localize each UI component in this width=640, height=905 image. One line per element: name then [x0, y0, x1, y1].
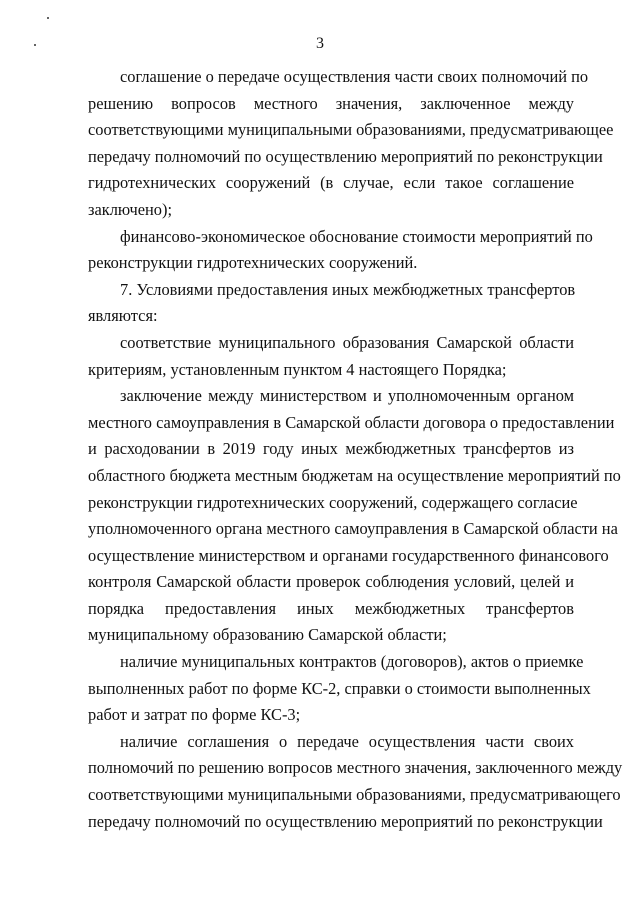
text-line: соответствующими муниципальными образованиями, предусматривающее — [88, 120, 614, 140]
text-line: соответствие муниципального образования Самарской области — [120, 332, 574, 352]
text-line: реконструкции гидротехнических сооружений, содержащего согласие — [88, 492, 578, 512]
paragraph — [88, 224, 593, 277]
paragraph — [88, 330, 574, 383]
text-line: 7. Условиями предоставления иных межбюджетных трансфертов — [120, 279, 576, 299]
text-line: контроля Самарской области проверок соблюдения условий, целей и — [88, 572, 574, 592]
text-line: реконструкции гидротехнических сооружений. — [88, 253, 418, 273]
paragraph — [88, 277, 574, 330]
text-line: полномочий по решению вопросов местного значения, заключенного между — [88, 758, 623, 778]
text-line: уполномоченного органа местного самоуправления в Самарской области на — [88, 519, 618, 539]
text-line: соответствующими муниципальными образованиями, предусматривающего — [88, 785, 621, 805]
text-line: и расходовании в 2019 году иных межбюджетных трансфертов из — [88, 439, 574, 459]
text-line: осуществление министерством и органами государственного финансового — [88, 545, 609, 565]
text-line: выполненных работ по форме КС-2, справки о стоимости выполненных — [88, 678, 591, 698]
text-line: работ и затрат по форме КС-3; — [88, 705, 301, 725]
text-line: муниципальному образованию Самарской области; — [88, 625, 447, 645]
text-line: местного самоуправления в Самарской области договора о предоставлении — [88, 412, 615, 432]
text-line: порядка предоставления иных межбюджетных трансфертов — [88, 598, 574, 618]
text-line: наличие соглашения о передаче осуществления части своих — [120, 731, 574, 751]
text-line: соглашение о передаче осуществления части своих полномочий по — [120, 67, 589, 86]
text-line: передачу полномочий по осуществлению мероприятий по реконструкции — [88, 146, 603, 166]
text-line: заключено); — [88, 199, 173, 219]
text-line: являются: — [88, 306, 158, 326]
document-body — [88, 64, 623, 835]
text-line: гидротехнических сооружений (в случае, если такое соглашение — [88, 173, 574, 193]
text-line: областного бюджета местным бюджетам на осуществление мероприятий по — [88, 465, 621, 485]
paragraph — [88, 729, 623, 835]
paragraph — [88, 64, 614, 224]
text-line: заключение между министерством и уполномоченным органом — [120, 386, 574, 406]
paragraph — [88, 383, 621, 649]
text-line: решению вопросов местного значения, заключенное между — [88, 93, 574, 113]
paragraph — [88, 649, 591, 729]
page-number: 3 — [316, 35, 324, 52]
text-line: наличие муниципальных контрактов (договоров), актов о приемке — [120, 652, 584, 672]
scan-speck — [47, 17, 49, 19]
text-line: передачу полномочий по осуществлению мероприятий по реконструкции — [88, 811, 603, 831]
text-line: финансово-экономическое обоснование стоимости мероприятий по — [120, 226, 593, 246]
text-line: критериям, установленным пунктом 4 настоящего Порядка; — [88, 359, 507, 379]
